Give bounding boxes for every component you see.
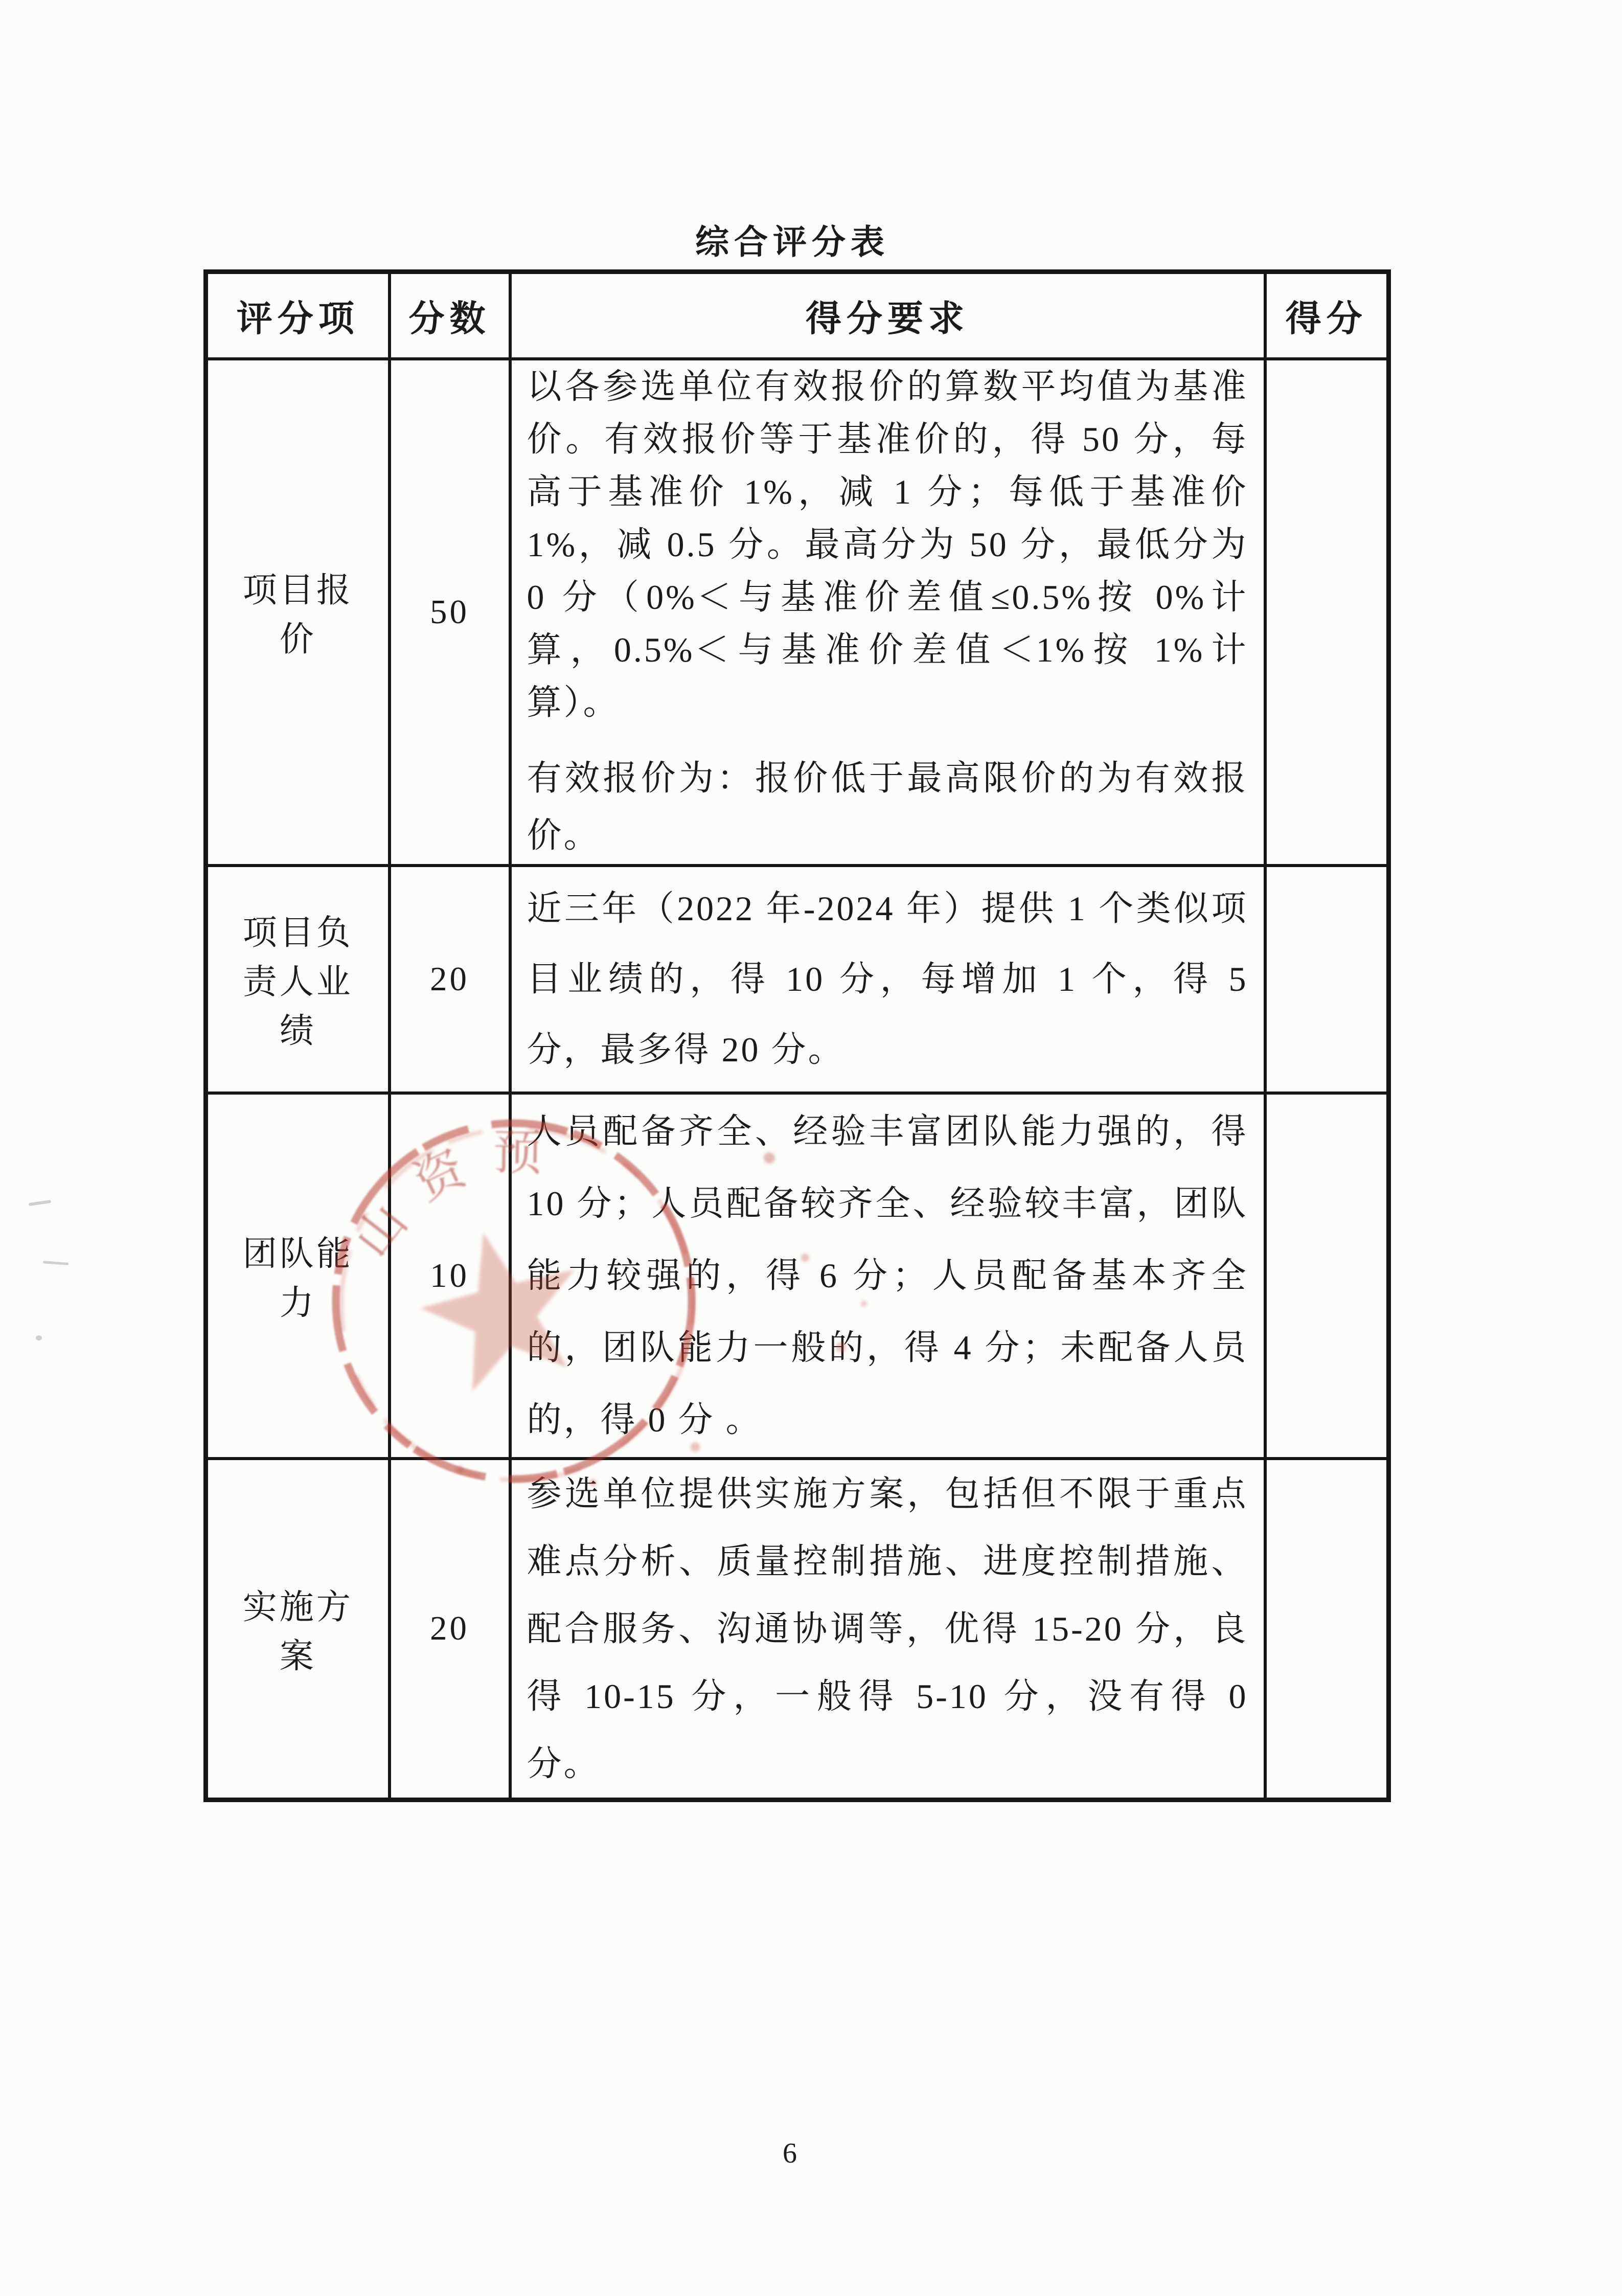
column-header-requirement: 得分要求 [510,272,1265,359]
table-row [206,866,1389,1093]
awarded-score-cell [1265,1093,1389,1459]
awarded-score-cell [1265,359,1389,866]
requirement-paragraph: 近三年（2022 年-2024 年）提供 1 个类似项目业绩的，得 10 分，每增加 1 个，得 5 分，最多得 20 分。 [527,889,1248,1069]
criteria-weight: 10 [390,1093,510,1459]
criteria-requirement [510,866,1265,1093]
requirement-paragraph: 人员配备齐全、经验丰富团队能力强的，得 10 分；人员配备较齐全、经验较丰富，团队能力较强的，得 6 分；人员配备基本齐全的，团队能力一般的，得 4 分；未配备人员的，得 0 分 。 [527,1111,1248,1439]
table-row [206,359,1389,866]
awarded-score-cell [1265,866,1389,1093]
scan-artifact [36,1335,42,1340]
scan-artifact [29,1200,51,1206]
criteria-name: 项目负责人业绩 [206,866,390,1093]
criteria-name: 实施方案 [206,1459,390,1800]
requirement-paragraph: 有效报价为：报价低于最高限价的为有效报价。 [527,758,1248,855]
seal-arc-text: 山资预 [344,1125,567,1267]
table-row [206,1093,1389,1459]
column-header-item: 评分项 [206,272,390,359]
table-row [206,1459,1389,1800]
requirement-paragraph: 参选单位提供实施方案，包括但不限于重点难点分析、质量控制措施、进度控制措施、配合服务、沟通协调等，优得 15-20 分，良得 10-15 分，一般得 5-10 分，没有得 0 分。 [527,1474,1248,1783]
criteria-requirement [510,1093,1265,1459]
table-header-row [206,272,1389,359]
column-header-weight: 分数 [390,272,510,359]
page-number: 6 [783,2138,797,2169]
column-header-awarded: 得分 [1265,272,1389,359]
criteria-weight: 20 [390,866,510,1093]
criteria-name: 团队能力 [206,1093,390,1459]
comprehensive-scoring-table [203,269,1391,1802]
criteria-requirement [510,359,1265,866]
criteria-name: 项目报价 [206,359,390,866]
criteria-weight: 50 [390,359,510,866]
criteria-requirement [510,1459,1265,1800]
criteria-weight: 20 [390,1459,510,1800]
page-title: 综合评分表 [695,224,889,261]
requirement-paragraph: 以各参选单位有效报价的算数平均值为基准价。有效报价等于基准价的，得 50 分，每高于基准价 1%，减 1 分；每低于基准价 1%，减 0.5 分。最高分为 50 分，最低分为 0 分（0%＜与基准价差值≤0.5%按 0%计算，0.5%＜与基准价差值＜1%按 1%计算）。 [527,367,1248,722]
awarded-score-cell [1265,1459,1389,1800]
scan-artifact [43,1261,68,1265]
